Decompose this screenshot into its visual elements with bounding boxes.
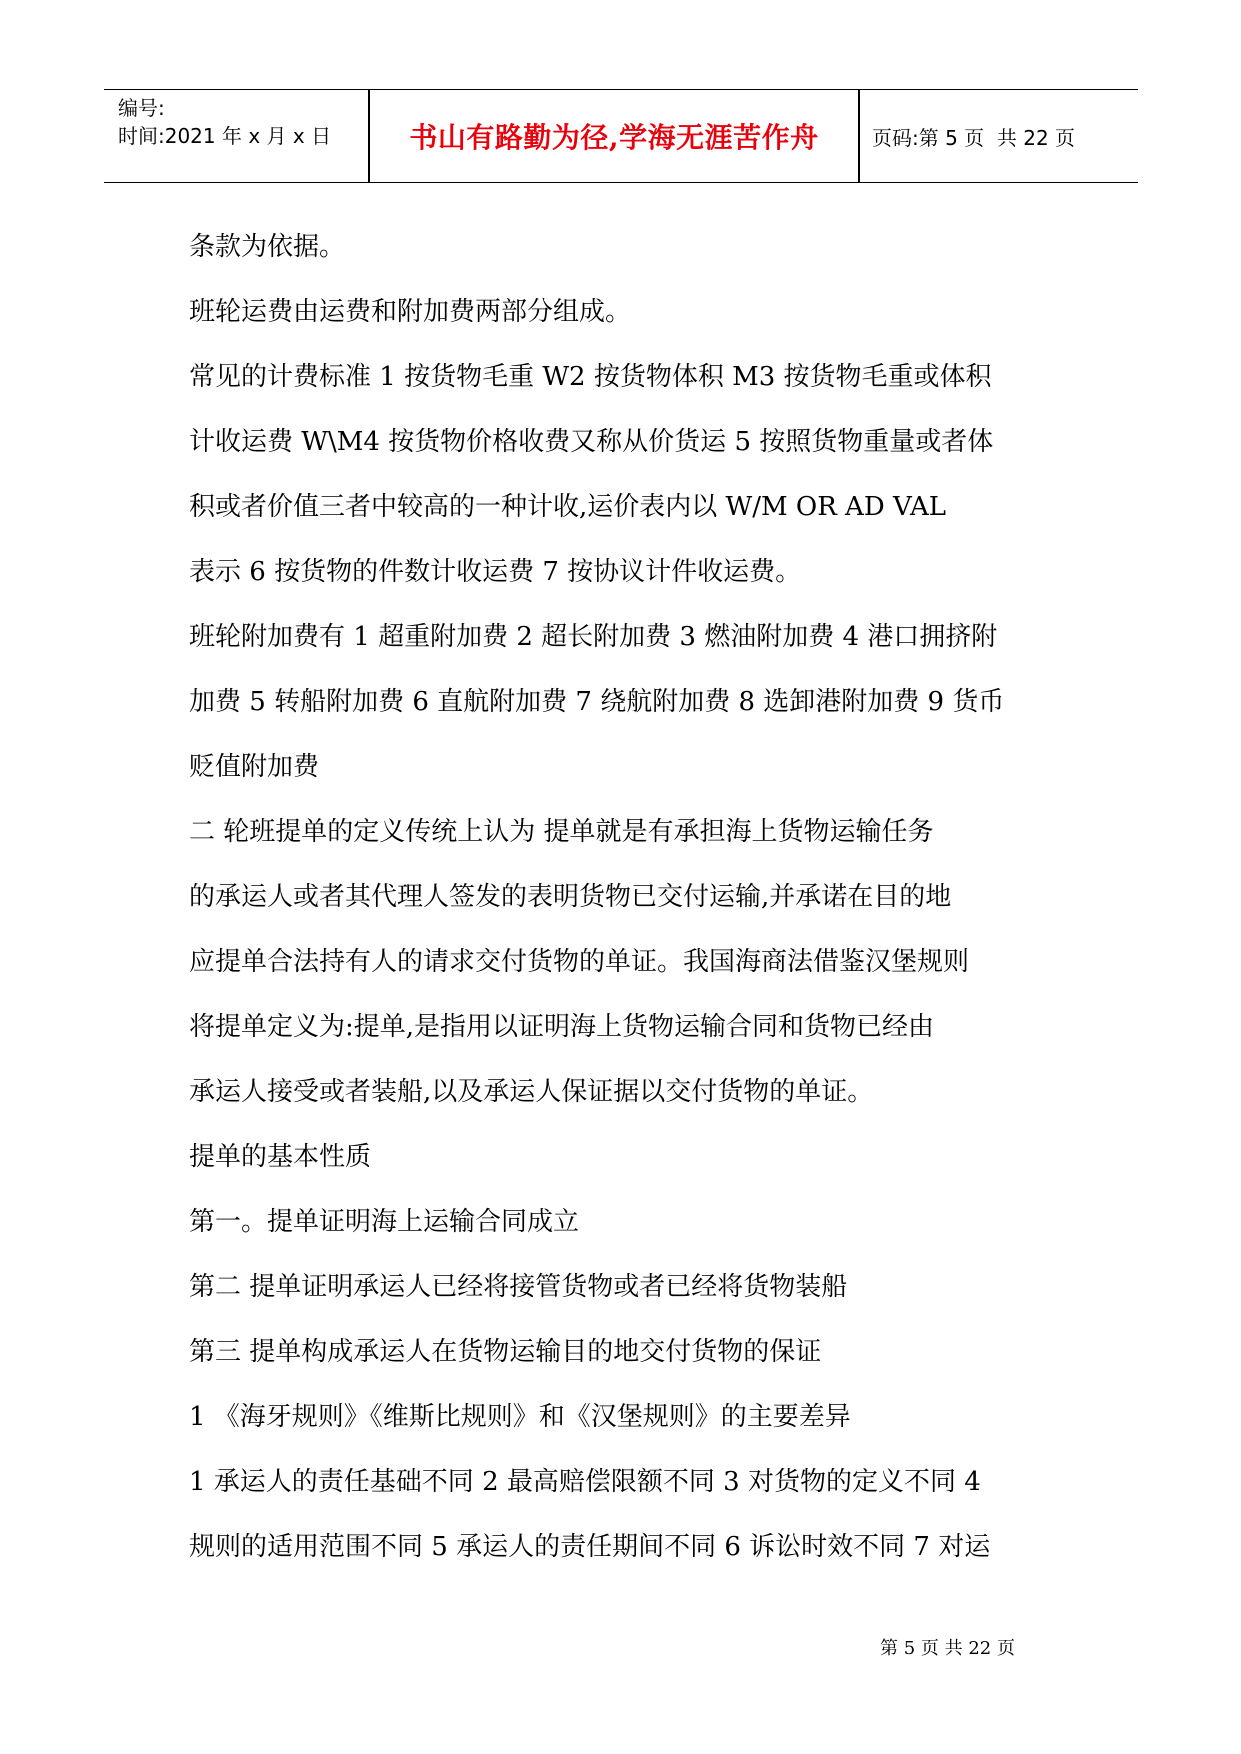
body-line: 应提单合法持有人的请求交付货物的单证。我国海商法借鉴汉堡规则 [189, 947, 970, 977]
page-header [104, 89, 1138, 183]
body-line: 1 《海牙规则》《维斯比规则》和《汉堡规则》的主要差异 [189, 1402, 851, 1432]
body-line: 第三 提单构成承运人在货物运输目的地交付货物的保证 [189, 1337, 822, 1367]
header-motto: 书山有路勤为径,学海无涯苦作舟 [409, 121, 819, 154]
body-line: 第一。提单证明海上运输合同成立 [189, 1207, 580, 1237]
body-line: 1 承运人的责任基础不同 2 最高赔偿限额不同 3 对货物的定义不同 4 [189, 1467, 981, 1497]
body-line: 表示 6 按货物的件数计收运费 7 按协议计件收运费。 [189, 557, 802, 587]
body-line: 将提单定义为:提单,是指用以证明海上货物运输合同和货物已经由 [189, 1012, 935, 1042]
header-meta [118, 94, 368, 150]
header-divider-right [858, 90, 860, 182]
header-page-number [872, 90, 1075, 182]
document-number-label: 编号: [118, 96, 165, 120]
document-time-label: 时间:2021 年 x 月 x 日 [118, 124, 332, 148]
document-body [189, 215, 1069, 1580]
header-page-label: 页码:第 5 页 共 22 页 [872, 125, 1076, 150]
body-line: 班轮运费由运费和附加费两部分组成。 [189, 297, 632, 327]
body-line: 的承运人或者其代理人签发的表明货物已交付运输,并承诺在目的地 [189, 882, 952, 912]
body-line: 贬值附加费 [189, 752, 320, 782]
body-line: 第二 提单证明承运人已经将接管货物或者已经将货物装船 [189, 1272, 848, 1302]
body-line: 提单的基本性质 [189, 1142, 372, 1172]
body-line: 加费 5 转船附加费 6 直航附加费 7 绕航附加费 8 选卸港附加费 9 货币 [189, 687, 1005, 717]
body-line: 条款为依据。 [189, 232, 346, 262]
body-line: 班轮附加费有 1 超重附加费 2 超长附加费 3 燃油附加费 4 港口拥挤附 [189, 622, 998, 652]
body-line: 常见的计费标准 1 按货物毛重 W2 按货物体积 M3 按货物毛重或体积 [189, 362, 992, 392]
body-line: 二 轮班提单的定义传统上认为 提单就是有承担海上货物运输任务 [189, 817, 934, 847]
body-line: 计收运费 W\M4 按货物价格收费又称从价货运 5 按照货物重量或者体 [189, 427, 994, 457]
body-line: 承运人接受或者装船,以及承运人保证据以交付货物的单证。 [189, 1077, 874, 1107]
page-footer: 第 5 页 共 22 页 [880, 1638, 1015, 1659]
body-line: 积或者价值三者中较高的一种计收,运价表内以 W/M OR AD VAL [189, 492, 946, 522]
body-line: 规则的适用范围不同 5 承运人的责任期间不同 6 诉讼时效不同 7 对运 [189, 1532, 991, 1562]
